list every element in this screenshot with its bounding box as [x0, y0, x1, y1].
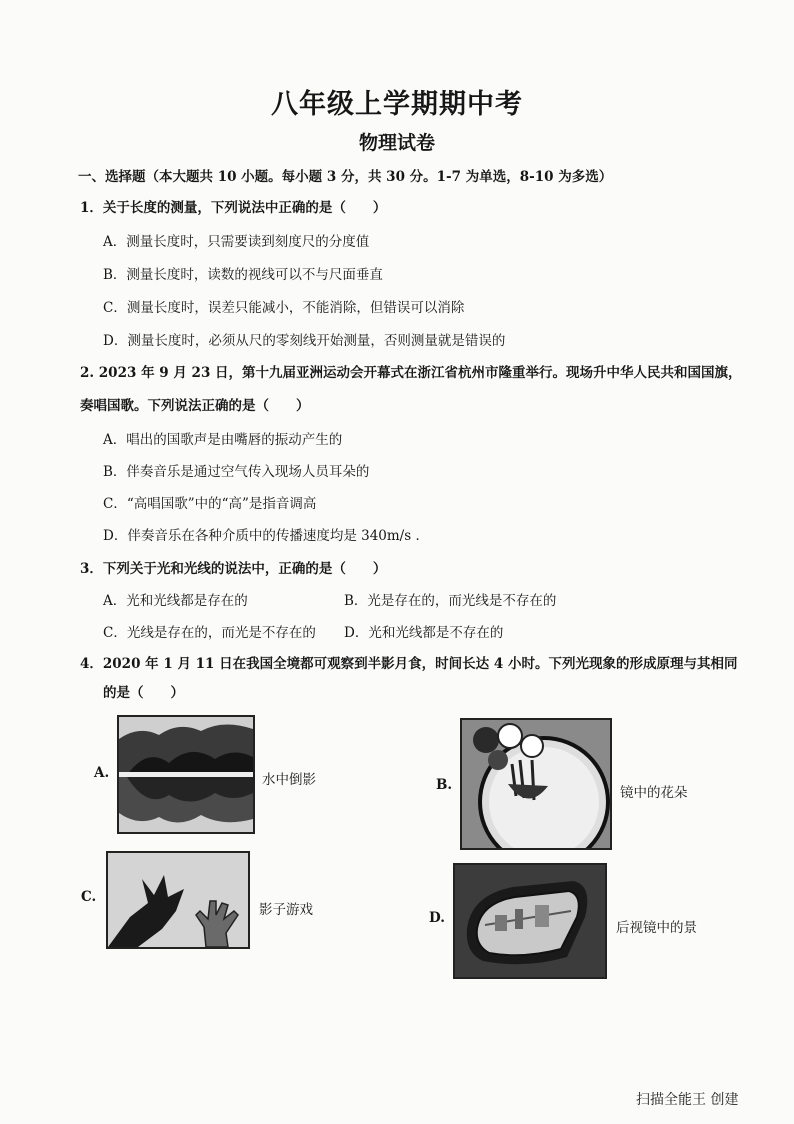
mirror-flowers-image — [460, 718, 612, 850]
exam-subtitle: 物理试卷 — [358, 132, 435, 154]
question-3-option-d: D．光和光线都是不存在的 — [344, 625, 504, 641]
scanner-watermark: 扫描全能王 创建 — [636, 1092, 739, 1108]
question-4-option-a-label: 水中倒影 — [262, 772, 316, 788]
question-4-stem-line-1: 4．2020 年 1 月 11 日在我国全境都可观察到半影月食，时间长达 4 小时。下列光现象的形成原理与其相同 — [80, 656, 738, 672]
question-1-option-c: C．测量长度时，误差只能减小，不能消除，但错误可以消除 — [103, 300, 465, 316]
question-2-stem-line-2: 奏唱国歌。下列说法正确的是（ ） — [80, 398, 310, 414]
question-2-option-b: B．伴奏音乐是通过空气传入现场人员耳朵的 — [103, 464, 370, 480]
question-4-option-c-letter: C. — [81, 889, 97, 905]
section-heading: 一、选择题（本大题共 10 小题。每小题 3 分，共 30 分。1-7 为单选，8-10 为多选） — [78, 169, 613, 185]
question-2-option-d: D．伴奏音乐在各种介质中的传播速度均是 340m/s ． — [103, 528, 429, 544]
question-4-option-c-label: 影子游戏 — [259, 902, 313, 918]
question-1-option-d: D．测量长度时，必须从尺的零刻线开始测量，否则测量就是错误的 — [103, 333, 506, 349]
question-3-option-a: A．光和光线都是存在的 — [103, 593, 248, 609]
question-3-option-b: B．光是存在的，而光线是不存在的 — [344, 593, 557, 609]
question-3-option-c: C．光线是存在的，而光是不存在的 — [103, 625, 316, 641]
question-2-stem-line-1: 2. 2023 年 9 月 23 日，第十九届亚洲运动会开幕式在浙江省杭州市隆重举行。现场升中华人民共和国国旗， — [80, 365, 742, 381]
question-1-stem: 1．关于长度的测量，下列说法中正确的是（ ） — [80, 200, 387, 216]
question-4-option-b-letter: B. — [436, 777, 453, 793]
water-reflection-image — [117, 715, 255, 834]
exam-title: 八年级上学期期中考 — [271, 89, 523, 120]
question-4-option-b-label: 镜中的花朵 — [620, 785, 688, 801]
question-4-option-d-label: 后视镜中的景 — [616, 920, 697, 936]
shadow-play-image — [106, 851, 250, 949]
question-1-option-a: A．测量长度时，只需要读到刻度尺的分度值 — [103, 234, 370, 250]
question-2-option-c: C．“高唱国歌”中的“高”是指音调高 — [103, 496, 317, 512]
rearview-mirror-image — [453, 863, 607, 979]
question-4-stem-line-2: 的是（ ） — [103, 685, 184, 701]
question-1-option-b: B．测量长度时，读数的视线可以不与尺面垂直 — [103, 267, 383, 283]
question-4-option-a-letter: A. — [94, 765, 110, 781]
question-4-option-d-letter: D. — [429, 910, 445, 926]
question-2-option-a: A．唱出的国歌声是由嘴唇的振动产生的 — [103, 432, 343, 448]
question-3-stem: 3．下列关于光和光线的说法中，正确的是（ ） — [80, 561, 387, 577]
